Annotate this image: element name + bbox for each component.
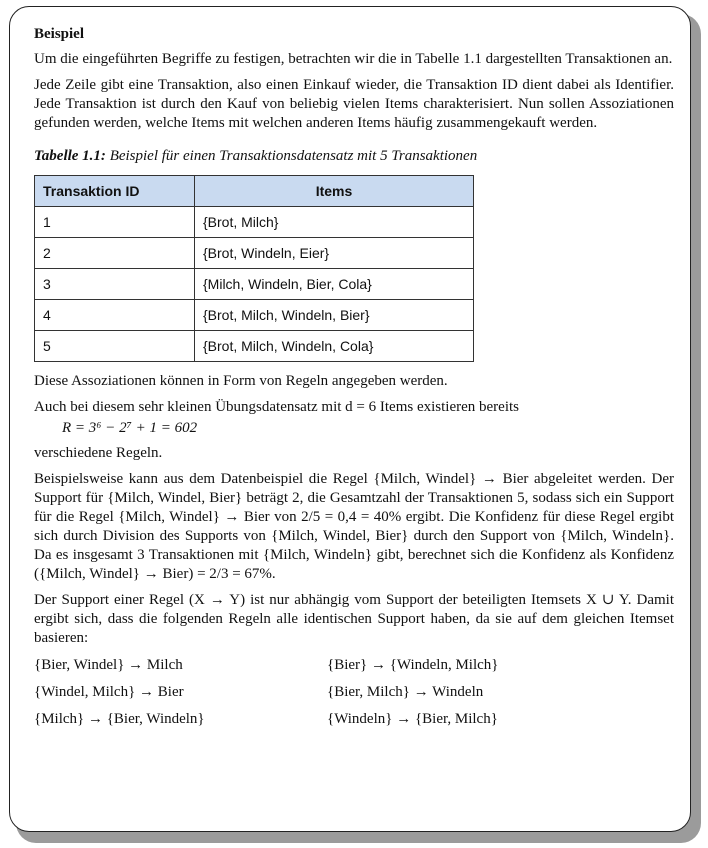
dataset-paragraph: Auch bei diesem sehr kleinen Übungsdatensatz mit d = 6 Items existieren bereits [34,399,519,415]
example-box [9,6,691,832]
support-confidence-paragraph: Beispielsweise kann aus dem Datenbeispiel die Regel {Milch, Windel} → Bier abgeleitet werden. Der Support für {Milch, Windel, Bier} beträgt 2, die Gesamtzahl der Transaktionen 5, sodass sich ein Support für die Regel {Milch, Windel} → Bier von 2/5 = 0,4 = 40% ergibt. Die Konfidenz für diese Regel ergibt sich durch Division des Supports von {Milch, Windel, Bier} durch den Support von {Milch, Windeln}. Da es insgesamt 3 Transaktionen mit {Milch, Windeln} gibt, berechnet sich die Konfidenz als Konfidenz ({Milch, Windel} → Bier) = 2/3 = 67%. [34,471,674,582]
rules-count-paragraph: verschiedene Regeln. [34,445,163,461]
transaction-paragraph: Jede Zeile gibt eine Transaktion, also einen Einkauf wieder, die Transaktion ID dient dabei als Identifier. Jede Transaktion ist durch den Kauf von beliebig vielen Items charakterisiert. Nun sollen Assoziationen gefunden werden, welche Items mit welchen anderen Items häufig zusammengekauft werden. [34,77,674,131]
rule-item: {Windel, Milch} → Bier [34,684,184,700]
cell-items: {Brot, Milch, Windeln, Bier} [195,300,474,331]
table-header-row [35,176,474,207]
cell-id: 5 [35,331,195,362]
cell-id: 4 [35,300,195,331]
transaction-table [34,175,474,362]
table-row [35,269,474,300]
cell-id: 1 [35,207,195,238]
rules-intro-paragraph: Diese Assoziationen können in Form von Regeln angegeben werden. [34,373,448,389]
rule-list [34,656,674,728]
rule-count-formula: R = 3⁶ − 2⁷ + 1 = 602 [62,420,198,436]
rule-item: {Milch} → {Bier, Windeln} [34,711,205,727]
col-header-id: Transaktion ID [35,176,195,207]
table-row [35,207,474,238]
cell-items: {Brot, Milch} [195,207,474,238]
cell-id: 2 [35,238,195,269]
rule-item: {Bier, Windel} → Milch [34,657,183,673]
cell-items: {Milch, Windeln, Bier, Cola} [195,269,474,300]
table-caption-label: Tabelle 1.1: [34,148,106,164]
intro-paragraph: Um die eingeführten Begriffe zu festigen, betrachten wir die in Tabelle 1.1 dargestellten Transaktionen an. [34,51,673,67]
table-caption-text: Beispiel für einen Transaktionsdatensatz mit 5 Transaktionen [109,148,478,164]
table-row [35,331,474,362]
cell-id: 3 [35,269,195,300]
table-row [35,238,474,269]
rule-item: {Bier, Milch} → Windeln [327,684,484,700]
col-header-items: Items [195,176,474,207]
table-caption [34,147,674,166]
example-content [34,25,674,728]
rule-item: {Windeln} → {Bier, Milch} [327,711,498,727]
table-row [35,300,474,331]
example-heading: Beispiel [34,26,85,42]
support-rule-paragraph: Der Support einer Regel (X → Y) ist nur abhängig vom Support der beteiligten Itemsets X ∪ Y. Damit ergibt sich, dass die folgenden Regeln alle identischen Support haben, da sie auf dem gleichen Itemset basieren: [34,592,674,646]
cell-items: {Brot, Milch, Windeln, Cola} [195,331,474,362]
rule-item: {Bier} → {Windeln, Milch} [327,657,499,673]
cell-items: {Brot, Windeln, Eier} [195,238,474,269]
